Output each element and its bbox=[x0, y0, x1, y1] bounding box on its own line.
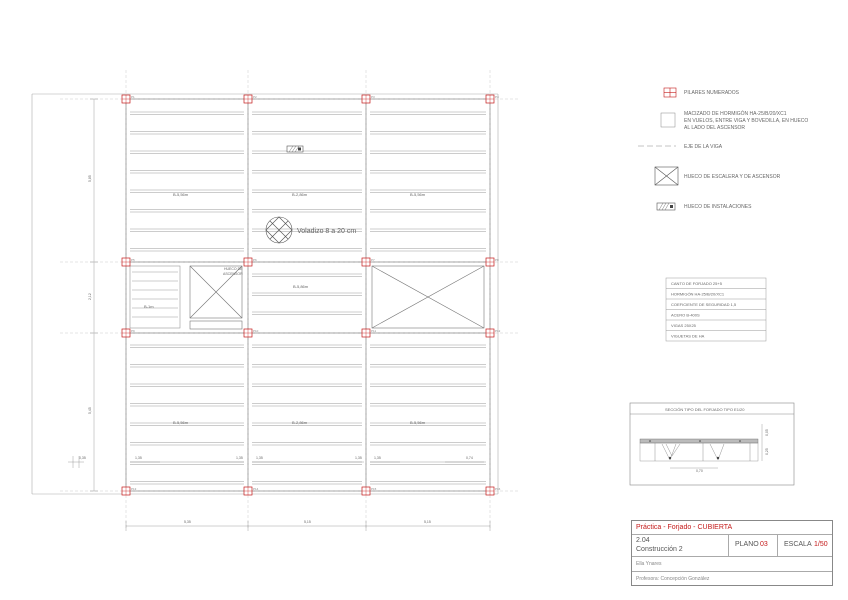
hueco-label-1: HUECO DE bbox=[224, 267, 243, 271]
professor-name: Profesora: Concepción González bbox=[636, 576, 710, 582]
pillar-label: P10 bbox=[253, 329, 259, 333]
title-block-code: 2.04 bbox=[636, 537, 650, 544]
voladizo-label: Voladizo 8 a 20 cm bbox=[297, 228, 357, 235]
left-dim-2: 2,12 bbox=[88, 293, 92, 300]
pillar-label: P5 bbox=[131, 258, 135, 262]
legend-label-2b: EN VUELOS, ENTRE VIGA Y BOVEDILLA, EN HUECO bbox=[684, 118, 809, 124]
beam-label-top-left: B-5,56m bbox=[173, 192, 189, 197]
red-pillar-icon bbox=[664, 88, 676, 97]
title-block-course: Construcción 2 bbox=[636, 546, 683, 553]
bottom-dim-2: 5,15 bbox=[304, 520, 311, 524]
pillar-label: P2 bbox=[253, 95, 257, 99]
section-detail bbox=[630, 403, 794, 485]
beam-label-top-mid: B-2,86m bbox=[292, 192, 308, 197]
beam-label-bot-right: B-5,56m bbox=[410, 420, 426, 425]
pillar-label: P15 bbox=[371, 487, 377, 491]
pillar-label: P13 bbox=[131, 487, 137, 491]
spec-5: VIGAS 25X25 bbox=[671, 323, 696, 328]
student-name: Ella Ynares bbox=[636, 561, 662, 567]
section-title: SECCIÓN TIPO DEL FORJADO TIPO E1/20 bbox=[665, 407, 745, 412]
rect-icon bbox=[661, 113, 675, 127]
pillar-label: P14 bbox=[253, 487, 259, 491]
pillar-label: P9 bbox=[131, 329, 135, 333]
pillar-label: P3 bbox=[371, 95, 375, 99]
title-block bbox=[631, 520, 833, 586]
pillar-label: P12 bbox=[495, 329, 501, 333]
pillar-label: P16 bbox=[495, 487, 501, 491]
escala-label: ESCALA bbox=[784, 541, 812, 548]
spec-table bbox=[666, 278, 766, 341]
pillar-label: P7 bbox=[371, 258, 375, 262]
spec-1: CANTO DE FORJADO 25+5 bbox=[671, 281, 722, 286]
bottom-dim-1: 5,35 bbox=[184, 520, 191, 524]
legend bbox=[638, 88, 808, 210]
spec-2: HORMIGÓN HA-25/B/20/XC1 bbox=[671, 291, 725, 297]
voladizo-circle bbox=[266, 217, 292, 243]
lower-dim-3: 1,35 bbox=[256, 456, 263, 460]
section-dim-h1: 0,05 bbox=[765, 429, 769, 436]
plano-number: 03 bbox=[760, 541, 768, 548]
lower-dim-5: 1,35 bbox=[374, 456, 381, 460]
section-dim-h2: 0,25 bbox=[765, 448, 769, 455]
bottom-dim-3: 5,15 bbox=[424, 520, 431, 524]
lower-dim-6: 0,74 bbox=[466, 456, 473, 460]
pillar-label: P11 bbox=[371, 329, 377, 333]
beam-label-mid-center: B-5,86m bbox=[293, 284, 309, 289]
lower-dim-4: 1,35 bbox=[355, 456, 362, 460]
plano-label: PLANO bbox=[735, 541, 759, 548]
beam-label-bot-mid: B-2,86m bbox=[292, 420, 308, 425]
hatched-box-icon bbox=[657, 203, 675, 210]
beam-label-bot-left: B-5,56m bbox=[173, 420, 189, 425]
spec-4: ACERO B-400S bbox=[671, 312, 700, 318]
title-block-title: Práctica - Forjado - CUBIERTA bbox=[636, 524, 733, 531]
side-dim: 0,35 bbox=[79, 456, 86, 460]
service-void bbox=[287, 146, 303, 152]
beam-label-mid-left: B-1m bbox=[144, 304, 154, 309]
legend-label-3: EJE DE LA VIGA bbox=[684, 144, 723, 150]
pillar-label: P1 bbox=[131, 95, 135, 99]
beam-label-top-right: B-5,56m bbox=[410, 192, 426, 197]
legend-label-4: HUECO DE ESCALERA Y DE ASCENSOR bbox=[684, 174, 781, 180]
pillar-label: P8 bbox=[495, 258, 499, 262]
left-dim-3: 5,45 bbox=[88, 407, 92, 414]
legend-label-2a: MACIZADO DE HORMIGÓN HA-25/B/20/XC1 bbox=[684, 111, 787, 117]
cross-box-icon bbox=[655, 167, 678, 185]
hueco-label-2: ASCENSOR bbox=[223, 272, 243, 276]
lower-dim-2: 1,35 bbox=[236, 456, 243, 460]
pillar-label: P6 bbox=[253, 258, 257, 262]
left-dim-1: 5,85 bbox=[88, 175, 92, 182]
legend-label-2c: AL LADO DEL ASCENSOR bbox=[684, 125, 746, 131]
spec-3: COEFICIENTE DE SEGURIDAD 1,5 bbox=[671, 302, 737, 307]
section-dim-width: 0,70 bbox=[696, 469, 703, 473]
spec-6: VIGUETAS DE HA bbox=[671, 333, 705, 339]
legend-label-5: HUECO DE INSTALACIONES bbox=[684, 204, 752, 210]
escala-value: 1/50 bbox=[814, 541, 828, 548]
lower-dim-1: 1,35 bbox=[135, 456, 142, 460]
pillar-label: P4 bbox=[495, 95, 499, 99]
legend-label-1: PILARES NUMERADOS bbox=[684, 90, 740, 96]
